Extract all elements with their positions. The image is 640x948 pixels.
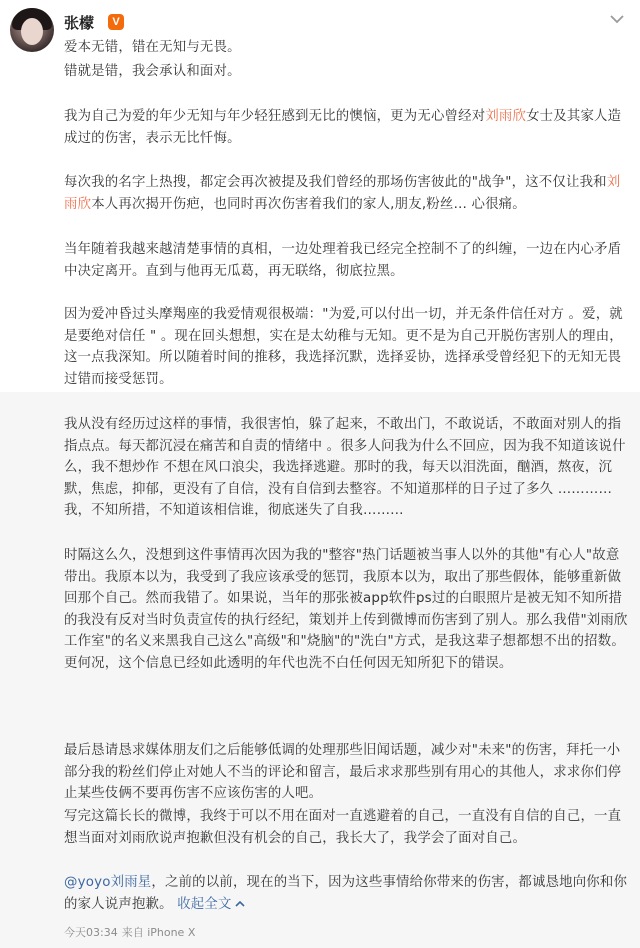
post-time: 今天03:34 [64,926,118,939]
chevron-up-icon[interactable] [234,899,246,909]
chevron-down-icon[interactable] [608,12,626,26]
avatar[interactable] [10,8,54,52]
mention-link[interactable]: @yoyo刘雨星 [64,875,152,890]
post-paragraph-4: 每次我的名字上热搜，都定会再次被提及我们曾经的那场伤害彼此的"战争"，这不仅让我和刘雨欣本人再次揭开伤疤，也同时再次伤害着我们的家人,朋友,粉丝… 心很痛。 [64,175,621,212]
post-paragraph-11: @yoyo刘雨星，之前的以前，现在的当下，因为这些事情给你带来的伤害，都诚恳地向你和你的家人说声抱歉。 收起全文 [64,875,628,912]
username[interactable]: 张檬 [64,14,95,32]
post-paragraph-9: 最后恳请恳求媒体朋友们之后能够低调的处理那些旧闻话题，减少对"未来"的伤害，拜托一小部分我的粉丝们停止对她人不当的评论和留言，最后求求那些别有用心的其他人，求求你们停止某些伎俩不要再伤害不应该伤害的人吧。 [64,743,622,801]
post-paragraph-8: 时隔这么久，没想到这件事情再次因为我的"整容"热门话题被当事人以外的其他"有心人"故意带出。我原本以为，我受到了我应该承受的惩罚，我原本以为，取出了那些假体，能够重新做回那个自己。然而我错了。如果说，当年的那张被app软件ps过的白眼照片是被无知不知所措的我没有反对当时负责宣传的执行经纪，策划并上传到微博而伤害到了别人。那么我借"刘雨欣工作室"的名义来黑我自己这么"高级"和"烧脑"的"洗白"方式，是我这辈子想都想不出的招数。更何况，这个信息已经如此透明的年代也洗不白任何因无知所犯下的错误。 [64,548,628,671]
collapse-text-button[interactable]: 收起全文 [177,896,232,912]
post-line-2: 错就是错，我会承认和面对。 [64,64,241,79]
post-paragraph-6: 因为爱冲昏过头摩羯座的我爱情观很极端："为爱,可以付出一切，并无条件信任对方 。爱，就是要绝对信任 " 。现在回头想想，实在是太幼稚与无知。更不是为自己开脱伤害别人的理由，这一点我深知。所以随着时间的推移，我选择沉默，选择妥协，选择承受曾经犯下的无知无畏过错而接受惩罚。 [64,307,623,387]
name-link[interactable]: 刘雨欣 [64,175,621,212]
post-source[interactable]: 来自 iPhone X [121,926,196,939]
name-link[interactable]: 刘雨欣 [485,109,527,124]
post-meta [64,924,195,940]
verified-badge-icon: V [108,14,124,30]
post-line-1: 爱本无错，错在无知与无畏。 [64,40,241,55]
avatar-face [21,18,43,45]
post-paragraph-3: 我为自己为爱的年少无知与年少轻狂感到无比的懊恼，更为无心曾经对刘雨欣女士及其家人造成过的伤害，表示无比忏悔。 [64,109,622,146]
post-paragraph-5: 当年随着我越来越清楚事情的真相，一边处理着我已经完全控制不了的纠缠，一边在内心矛盾中决定离开。直到与他再无瓜葛，再无联络，彻底拉黑。 [64,242,622,279]
post-paragraph-10: 写完这篇长长的微博，我终于可以不用在面对一直逃避着的自己，一直没有自信的自己，一直想当面对刘雨欣说声抱歉但没有机会的自己，我长大了，我学会了面对自己。 [64,809,622,846]
post-paragraph-7: 我从没有经历过这样的事情，我很害怕，躲了起来，不敢出门，不敢说话，不敢面对别人的指指点点。每天都沉浸在痛苦和自责的情绪中 。很多人问我为什么不回应，因为我不知道该说什么，我不想炒作 不想在风口浪尖，我选择逃避。那时的我，每天以泪洗面，酗酒，熬夜，沉默，焦虑，抑郁，更没有了自信，没有自信到去整容。不知道那样的日子过了多久 …………我，不知所措，不知道该相信谁，彻底迷失了自我……… [64,417,626,518]
